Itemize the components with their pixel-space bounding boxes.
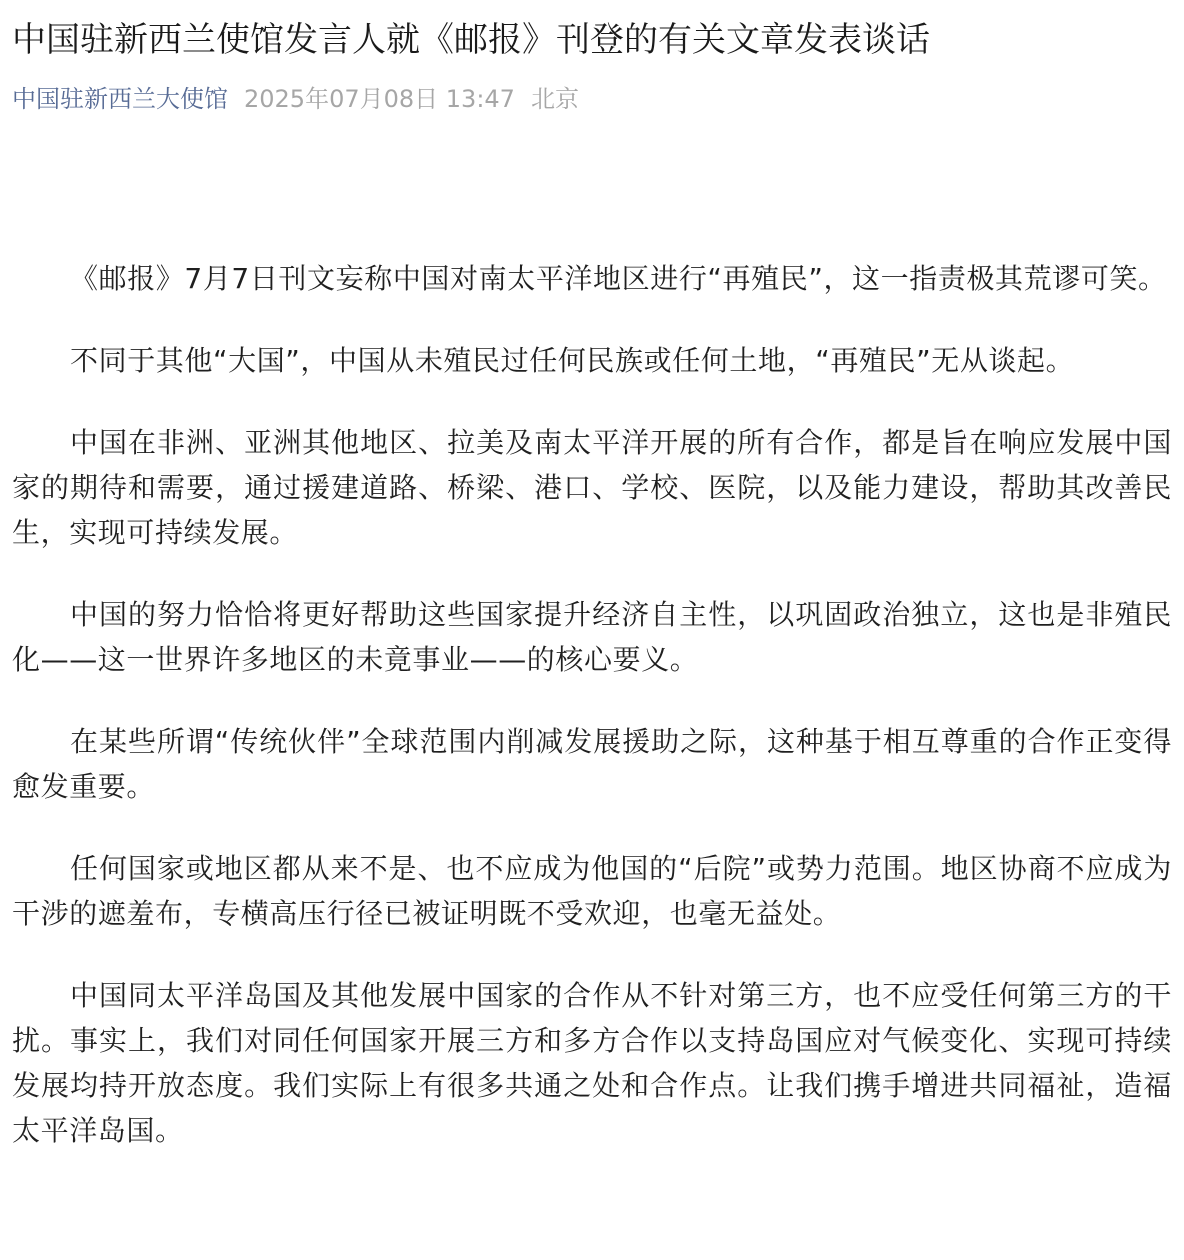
paragraph: 《邮报》7月7日刊文妄称中国对南太平洋地区进行“再殖民”，这一指责极其荒谬可笑。 bbox=[70, 262, 1167, 295]
publish-time: 2025年07月08日 13:47 bbox=[244, 85, 515, 113]
article-body bbox=[12, 256, 1172, 1153]
paragraph: 中国同太平洋岛国及其他发展中国家的合作从不针对第三方，也不应受任何第三方的干扰。事实上，我们对同任何国家开展三方和多方合作以支持岛国应对气候变化、实现可持续发展均持开放态度。我们实际上有很多共通之处和合作点。让我们携手增进共同福祉，造福太平洋岛国。 bbox=[12, 979, 1172, 1147]
paragraph: 任何国家或地区都从来不是、也不应成为他国的“后院”或势力范围。地区协商不应成为干涉的遮羞布，专横高压行径已被证明既不受欢迎，也毫无益处。 bbox=[12, 852, 1172, 930]
article-meta bbox=[12, 81, 1172, 117]
paragraph: 中国的努力恰恰将更好帮助这些国家提升经济自主性，以巩固政治独立，这也是非殖民化——这一世界许多地区的未竟事业——的核心要义。 bbox=[12, 598, 1172, 676]
paragraph: 中国在非洲、亚洲其他地区、拉美及南太平洋开展的所有合作，都是旨在响应发展中国家的期待和需要，通过援建道路、桥梁、港口、学校、医院，以及能力建设，帮助其改善民生，实现可持续发展。 bbox=[12, 426, 1172, 549]
publish-location: 北京 bbox=[530, 85, 579, 113]
article-title: 中国驻新西兰使馆发言人就《邮报》刊登的有关文章发表谈话 bbox=[12, 20, 930, 60]
account-name-link[interactable]: 中国驻新西兰大使馆 bbox=[12, 85, 228, 113]
paragraph: 在某些所谓“传统伙伴”全球范围内削减发展援助之际，这种基于相互尊重的合作正变得愈发重要。 bbox=[12, 725, 1172, 803]
paragraph: 不同于其他“大国”，中国从未殖民过任何民族或任何土地，“再殖民”无从谈起。 bbox=[70, 344, 1075, 377]
